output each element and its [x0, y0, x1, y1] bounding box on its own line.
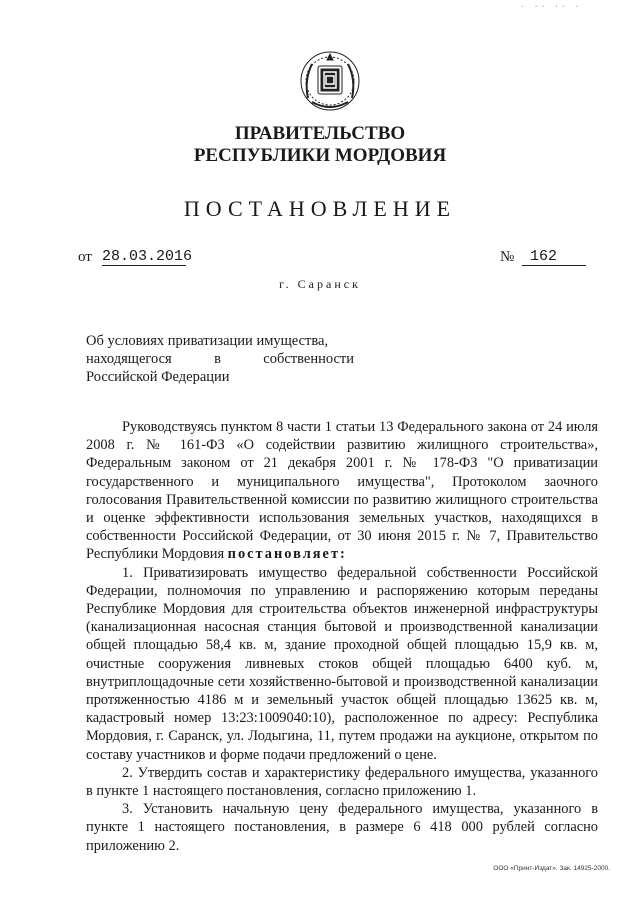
printer-footer: ООО «Принт-Издат». Зак. 14925-2000. — [493, 865, 610, 872]
date-prefix: от — [78, 249, 92, 265]
subject-line-3: Российской Федерации — [86, 369, 230, 385]
decree-subject — [86, 332, 354, 386]
subject-line-2: находящегося в собственности — [86, 351, 354, 367]
coat-of-arms-emblem — [298, 48, 362, 114]
government-title-line2: РЕСПУБЛИКИ МОРДОВИЯ — [193, 145, 447, 166]
preamble-text: Руководствуясь пунктом 8 части 1 статьи 13 Федерального закона от 24 июля 2008 г. № 161-ФЗ «О содействии развитию жилищного строительства», Федеральным законом от 21 декабря 2001 г. № 178-ФЗ "О приватизации государственного и муниципального имущества", Протоколом заочного голосования Правительственной комиссии по развитию жилищного строительства и оценке эффективности использования земельных участков, находящихся в собственности Российской Федерации, от 30 июня 2015 г. № 7, Правительство Республики Мордовия — [86, 419, 598, 563]
decree-body — [86, 418, 598, 855]
item-3-paragraph: 3. Установить начальную цену федерального имущества, указанного в пункте 1 настоящего постановления, в размере 6 418 000 рублей согласно приложению 2. — [86, 801, 598, 854]
subject-line-1: Об условиях приватизации имущества, — [86, 333, 329, 349]
item-2-paragraph: 2. Утвердить состав и характеристику федерального имущества, указанного в пункте 1 настоящего постановления, согласно приложению 1. — [86, 764, 598, 800]
city-name: г. Саранск — [279, 277, 361, 291]
number-prefix: № — [500, 249, 515, 265]
decree-date: 28.03.2016 — [102, 248, 193, 265]
document-type-title: ПОСТАНОВЛЕНИЕ — [183, 196, 457, 221]
item-1-paragraph: 1. Приватизировать имущество федеральной собственности Российской Федерации, полномочия по управлению и распоряжению которым переданы Республике Мордовия для строительства объектов инженерной инфраструктуры (канализационная насосная станция бытовой и производственной канализации общей площадью 58,4 кв. м, здание проходной общей площадью 15,9 кв. м, очистные сооружения ливневых стоков общей площадью 6400 куб. м, внутриплощадочные сети хозяйственно-бытовой и производственной канализации протяженностью 4186 м и земельный участок общей площадью 13625 кв. м, кадастровый номер 13:23:1009040:10), расположенное по адресу: Республика Мордовия, г. Саранск, ул. Лодыгина, 11, путем продажи на аукционе, открытом по составу участников и форме подачи предложений о цене. — [86, 564, 598, 763]
decree-number: 162 — [522, 249, 586, 266]
decree-word: постановляет: — [227, 546, 347, 563]
scan-artifact: · ·· ·· · — [520, 2, 582, 11]
preamble-paragraph — [86, 418, 598, 564]
government-title-line1: ПРАВИТЕЛЬСТВО — [234, 123, 406, 144]
